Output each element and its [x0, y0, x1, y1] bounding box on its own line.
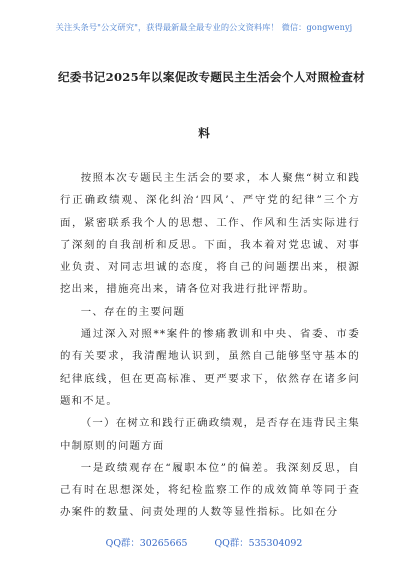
paragraph: 一是政绩观存在“履职本位”的偏差。我深刻反思，自己有时在思想深处，将纪检监察工作的成效简单等同于查办案件的数量、问责处理的人数等显性指标。比如在分	[60, 461, 360, 519]
document-body	[60, 167, 360, 524]
header-banner: 关注头条号"公文研究"，获得最新最全最专业的公文资料库！ 微信：gongwenyj	[55, 22, 353, 32]
footer	[0, 535, 408, 549]
footer-qq-group-1: QQ群：30265665	[105, 538, 188, 549]
subsection-heading: （一）在树立和践行正确政绩观，是否存在违背民主集中制原则的问题方面	[60, 417, 360, 452]
paragraph: 通过深入对照**案件的惨痛教训和中央、省委、市委的有关要求，我清醒地认识到，虽然自己能够坚守基本的纪律底线，但在更高标准、更严要求下，依然存在诸多问题和不足。	[60, 328, 360, 407]
section-heading: 一、存在的主要问题	[80, 305, 186, 318]
document-title: 纪委书记2025年以案促改专题民主生活会个人对照检查材	[58, 70, 366, 84]
paragraph: 按照本次专题民主生活会的要求，本人聚焦“树立和践行正确政绩观、深化纠治‘四风’、严守党的纪律”三个方面，紧密联系我个人的思想、工作、作风和生活实际进行了深刻的自我剖析和反思。下面，我本着对党忠诚、对事业负责、对同志坦诚的态度，将自己的问题摆出来，根源挖出来，措施亮出来，请各位对我进行批评帮助。	[60, 172, 360, 296]
document-title-continued: 料	[198, 126, 210, 140]
footer-qq-group-2: QQ群：535304092	[214, 538, 303, 549]
